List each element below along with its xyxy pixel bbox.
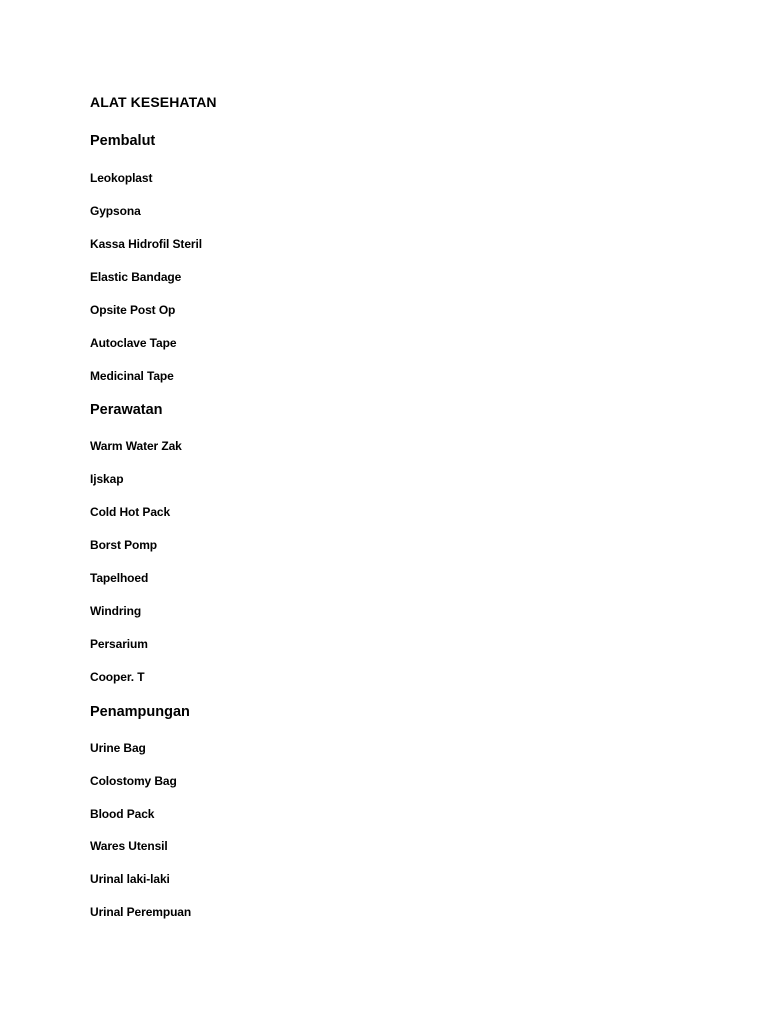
- list-item: Colostomy Bag: [90, 774, 177, 788]
- list-item: Windring: [90, 604, 142, 618]
- section-heading-perawatan: Perawatan: [90, 402, 163, 418]
- list-item: Medicinal Tape: [90, 369, 174, 383]
- list-item: Autoclave Tape: [90, 336, 177, 350]
- list-item: Cold Hot Pack: [90, 505, 171, 519]
- list-item: Opsite Post Op: [90, 303, 176, 317]
- list-item: Urinal laki-laki: [90, 872, 170, 886]
- list-item: Tapelhoed: [90, 571, 149, 585]
- list-item: Urine Bag: [90, 741, 146, 755]
- document-title: ALAT KESEHATAN: [90, 94, 217, 110]
- list-item: Gypsona: [90, 204, 141, 218]
- list-item: Wares Utensil: [90, 839, 168, 853]
- list-item: Kassa Hidrofil Steril: [90, 237, 202, 251]
- list-item: Warm Water Zak: [90, 439, 182, 453]
- list-item: Ijskap: [90, 472, 124, 486]
- list-item: Borst Pomp: [90, 538, 158, 552]
- section-heading-penampungan: Penampungan: [90, 704, 190, 720]
- list-item: Cooper. T: [90, 670, 145, 684]
- list-item: Elastic Bandage: [90, 270, 182, 284]
- list-item: Blood Pack: [90, 807, 155, 821]
- list-item: Urinal Perempuan: [90, 905, 192, 919]
- list-item: Persarium: [90, 637, 148, 651]
- list-item: Leokoplast: [90, 171, 153, 185]
- section-heading-pembalut: Pembalut: [90, 133, 156, 149]
